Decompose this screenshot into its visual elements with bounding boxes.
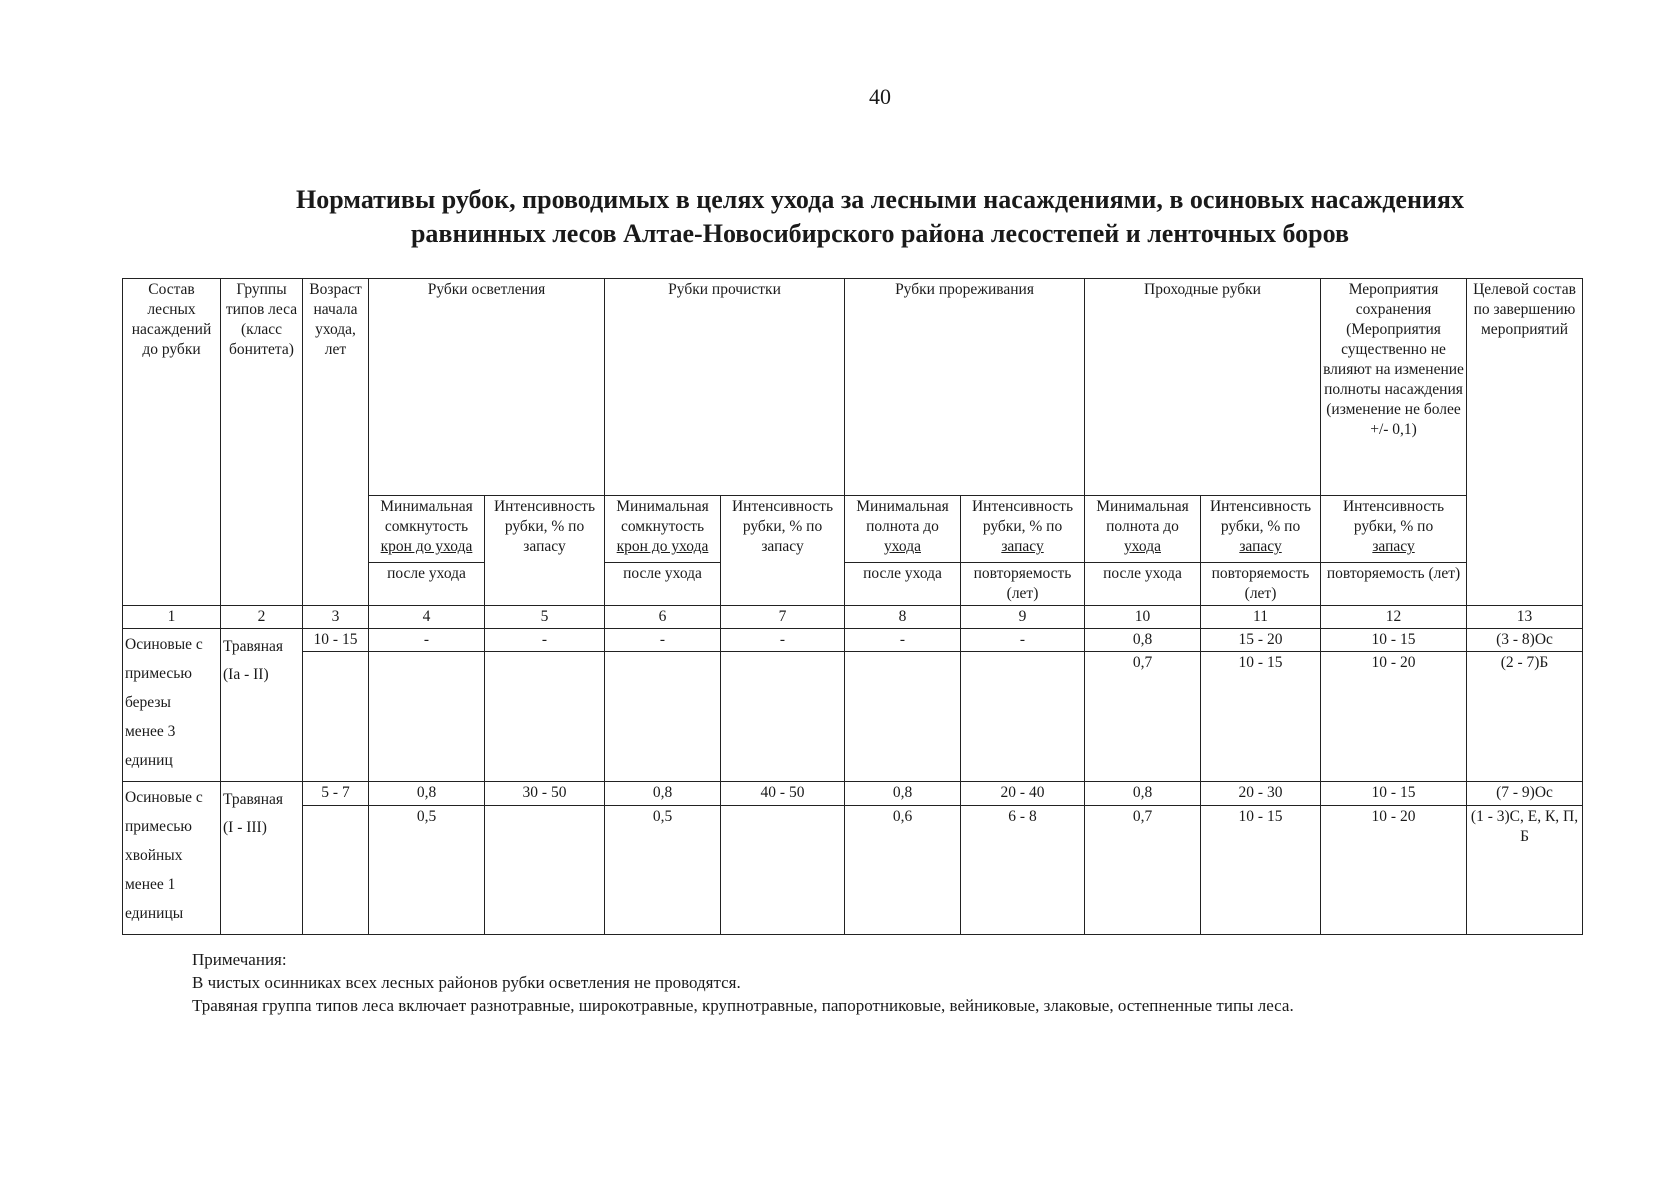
header-composition: Состав лесных насаждений до рубки <box>123 279 221 606</box>
cell-col5 <box>485 806 605 935</box>
header-intensity-7: Интенсивность рубки, % по запасу <box>721 496 845 606</box>
row-start-age-empty <box>303 652 369 782</box>
table-row <box>123 652 1583 782</box>
header-min-density-8: Минимальная полнота до ухода <box>845 496 961 563</box>
column-number: 6 <box>605 606 721 629</box>
cell-col10: 0,8 <box>1085 629 1201 652</box>
cell-col12: 10 - 15 <box>1321 629 1467 652</box>
cell-col12: 10 - 20 <box>1321 806 1467 935</box>
column-number: 8 <box>845 606 961 629</box>
header-target-composition: Целевой состав по завершению мероприятий <box>1467 279 1583 606</box>
cell-col11: 10 - 15 <box>1201 652 1321 782</box>
cell-col11: 20 - 30 <box>1201 782 1321 806</box>
header-intensity-11: Интенсивность рубки, % по запасу <box>1201 496 1321 563</box>
cell-col9: 6 - 8 <box>961 806 1085 935</box>
column-number: 1 <box>123 606 221 629</box>
header-recurrence-11: повторяемость (лет) <box>1201 563 1321 606</box>
cell-col5: - <box>485 629 605 652</box>
cell-col9 <box>961 652 1085 782</box>
header-thinning-cuts: Рубки прореживания <box>845 279 1085 496</box>
cell-col13: (1 - 3)С, Е, К, П, Б <box>1467 806 1583 935</box>
header-clarification-cuts: Рубки осветления <box>369 279 605 496</box>
header-intensity-9: Интенсивность рубки, % по запасу <box>961 496 1085 563</box>
table-row <box>123 629 1583 652</box>
notes <box>192 948 1612 1017</box>
title-line-1: Нормативы рубок, проводимых в целях ухода за лесными насаждениями, в осиновых насаждениях <box>296 185 1464 214</box>
notes-heading: Примечания: <box>192 950 287 969</box>
header-intensity-12: Интенсивность рубки, % по запасу <box>1321 496 1467 563</box>
cell-col7: - <box>721 629 845 652</box>
cell-col6: 0,5 <box>605 806 721 935</box>
row-composition: Осиновые с примесью хвойных менее 1 единицы <box>123 782 221 935</box>
header-start-age: Возраст начала ухода, лет <box>303 279 369 606</box>
header-passage-cuts: Проходные рубки <box>1085 279 1321 496</box>
header-forest-type-group: Группы типов леса (класс бонитета) <box>221 279 303 606</box>
table-row <box>123 782 1583 806</box>
cell-col5 <box>485 652 605 782</box>
cell-col9: - <box>961 629 1085 652</box>
row-start-age-empty <box>303 806 369 935</box>
column-number: 7 <box>721 606 845 629</box>
column-number: 2 <box>221 606 303 629</box>
cell-col5: 30 - 50 <box>485 782 605 806</box>
column-number: 11 <box>1201 606 1321 629</box>
header-min-closure-4: Минимальная сомкнутость крон до ухода <box>369 496 485 563</box>
column-number: 12 <box>1321 606 1467 629</box>
header-min-density-10: Минимальная полнота до ухода <box>1085 496 1201 563</box>
column-number: 9 <box>961 606 1085 629</box>
header-after-care-4: после ухода <box>369 563 485 606</box>
cell-col7: 40 - 50 <box>721 782 845 806</box>
header-intensity-5: Интенсивность рубки, % по запасу <box>485 496 605 606</box>
row-forest-group: Травяная (I - III) <box>221 782 303 935</box>
notes-line-1: В чистых осинниках всех лесных районов рубки осветления не проводятся. <box>192 973 741 992</box>
column-number: 5 <box>485 606 605 629</box>
header-min-closure-6: Минимальная сомкнутость крон до ухода <box>605 496 721 563</box>
column-number: 13 <box>1467 606 1583 629</box>
cell-col8 <box>845 652 961 782</box>
header-after-care-10: после ухода <box>1085 563 1201 606</box>
norms-table <box>122 278 1583 935</box>
cell-col6 <box>605 652 721 782</box>
cell-col9: 20 - 40 <box>961 782 1085 806</box>
page-number: 40 <box>869 84 891 109</box>
cell-col10: 0,7 <box>1085 806 1201 935</box>
cell-col8: 0,8 <box>845 782 961 806</box>
column-number: 3 <box>303 606 369 629</box>
cell-col4: - <box>369 629 485 652</box>
row-composition: Осиновые с примесью березы менее 3 единиц <box>123 629 221 782</box>
row-start-age: 10 - 15 <box>303 629 369 652</box>
cell-col13: (7 - 9)Ос <box>1467 782 1583 806</box>
cell-col4 <box>369 652 485 782</box>
cell-col7 <box>721 652 845 782</box>
notes-line-2: Травяная группа типов леса включает разнотравные, широкотравные, крупнотравные, папоротниковые, вейниковые, злаковые, остепненные типы леса. <box>192 996 1294 1015</box>
header-after-care-8: после ухода <box>845 563 961 606</box>
cell-col4: 0,5 <box>369 806 485 935</box>
column-number: 4 <box>369 606 485 629</box>
cell-col11: 15 - 20 <box>1201 629 1321 652</box>
header-cleaning-cuts: Рубки прочистки <box>605 279 845 496</box>
cell-col6: 0,8 <box>605 782 721 806</box>
cell-col12: 10 - 15 <box>1321 782 1467 806</box>
title-line-2: равнинных лесов Алтае-Новосибирского района лесостепей и ленточных боров <box>410 219 1350 248</box>
cell-col4: 0,8 <box>369 782 485 806</box>
row-start-age: 5 - 7 <box>303 782 369 806</box>
header-row-groups <box>123 279 1583 496</box>
cell-col7 <box>721 806 845 935</box>
cell-col12: 10 - 20 <box>1321 652 1467 782</box>
column-number: 10 <box>1085 606 1201 629</box>
cell-col8: 0,6 <box>845 806 961 935</box>
table-row <box>123 806 1583 935</box>
cell-col13: (3 - 8)Ос <box>1467 629 1583 652</box>
cell-col8: - <box>845 629 961 652</box>
row-forest-group: Травяная (Iа - II) <box>221 629 303 782</box>
header-recurrence-12: повторяемость (лет) <box>1321 563 1467 606</box>
header-after-care-6: после ухода <box>605 563 721 606</box>
cell-col13: (2 - 7)Б <box>1467 652 1583 782</box>
header-preservation: Мероприятия сохранения (Мероприятия существенно не влияют на изменение полноты насаждения (изменение не более +/- 0,1) <box>1321 279 1467 496</box>
cell-col10: 0,8 <box>1085 782 1201 806</box>
cell-col6: - <box>605 629 721 652</box>
header-recurrence-9: повторяемость (лет) <box>961 563 1085 606</box>
document-title <box>230 183 1530 251</box>
cell-col11: 10 - 15 <box>1201 806 1321 935</box>
column-number-row <box>123 606 1583 629</box>
cell-col10: 0,7 <box>1085 652 1201 782</box>
